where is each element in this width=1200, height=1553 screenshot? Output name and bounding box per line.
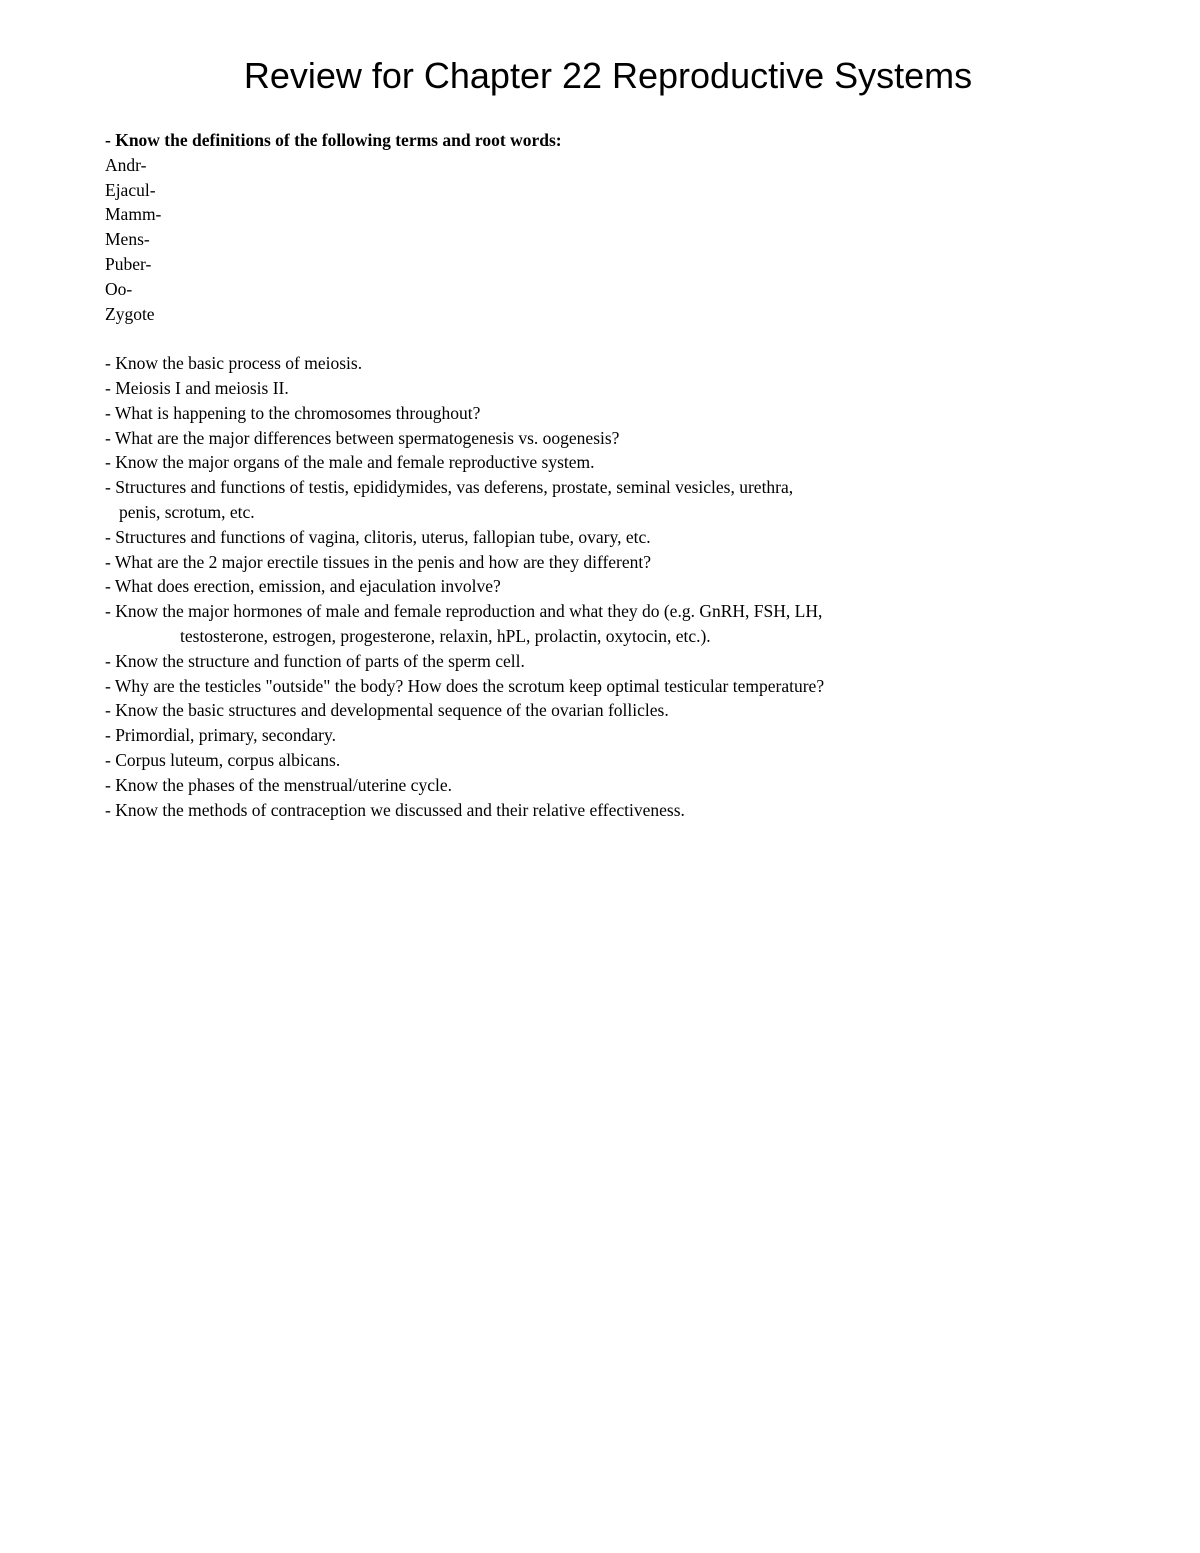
review-item-follicle-stages: - Primordial, primary, secondary. [105,725,336,746]
section-spacer [105,326,1105,351]
review-item-sperm-cell: - Know the structure and function of parts of the sperm cell. [105,650,525,671]
review-item-meiosis-process: - Know the basic process of meiosis. [105,353,363,374]
document-body [105,128,1105,822]
review-item-testicles: - Why are the testicles "outside" the body? How does the scrotum keep optimal testicular temperature? [105,675,825,696]
term-zygote: Zygote [105,303,155,324]
review-item-hormones-continued: testosterone, estrogen, progesterone, relaxin, hPL, prolactin, oxytocin, etc.). [180,625,711,646]
review-item-erection: - What does erection, emission, and ejaculation involve? [105,576,501,597]
definitions-heading: - Know the definitions of the following terms and root words: [105,130,562,150]
review-item-hormones: - Know the major hormones of male and female reproduction and what they do (e.g. GnRH, FSH, LH, [105,601,823,622]
term-mens: Mens- [105,229,150,250]
review-item-male-structures-continued: penis, scrotum, etc. [119,501,255,522]
review-item-ovarian-follicles: - Know the basic structures and developmental sequence of the ovarian follicles. [105,700,669,721]
review-item-female-structures: - Structures and functions of vagina, clitoris, uterus, fallopian tube, ovary, etc. [105,526,651,547]
review-item-major-organs: - Know the major organs of the male and female reproductive system. [105,452,595,473]
review-item-chromosomes: - What is happening to the chromosomes throughout? [105,402,481,423]
review-item-corpus: - Corpus luteum, corpus albicans. [105,749,341,770]
term-ejacul: Ejacul- [105,179,156,200]
document-title: Review for Chapter 22 Reproductive Systems [243,55,973,96]
term-andr: Andr- [105,154,147,175]
term-mamm: Mamm- [105,204,162,225]
term-puber: Puber- [105,253,152,274]
review-item-erectile-tissues: - What are the 2 major erectile tissues in the penis and how are they different? [105,551,652,572]
review-item-menstrual-cycle: - Know the phases of the menstrual/uterine cycle. [105,774,452,795]
review-item-contraception: - Know the methods of contraception we discussed and their relative effectiveness. [105,799,685,820]
review-item-male-structures: - Structures and functions of testis, epididymides, vas deferens, prostate, seminal vesicles, urethra, [105,477,794,498]
term-oo: Oo- [105,278,133,299]
review-item-meiosis-stages: - Meiosis I and meiosis II. [105,377,289,398]
review-item-gametogenesis: - What are the major differences between spermatogenesis vs. oogenesis? [105,427,620,448]
